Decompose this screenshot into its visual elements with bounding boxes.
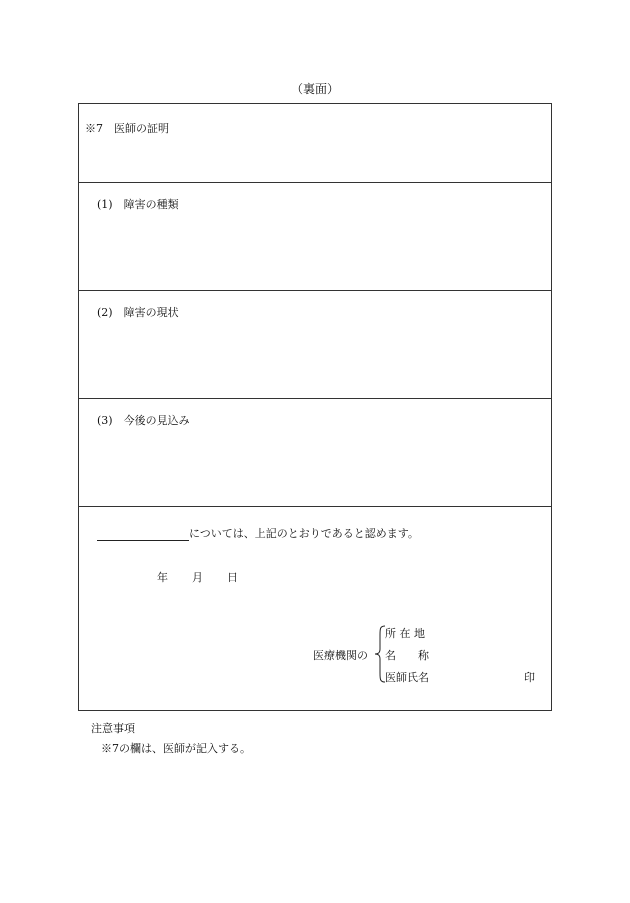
institution-name-label: 名 称: [385, 649, 429, 662]
section-disability-status-title: (2) 障害の現状: [97, 306, 179, 319]
certification-text: については、上記のとおりであると認めます。: [189, 527, 419, 540]
divider: [79, 398, 551, 399]
institution-address-label: 所 在 地: [385, 627, 425, 640]
divider: [79, 182, 551, 183]
section-7-title: ※7 医師の証明: [85, 122, 169, 135]
divider: [79, 290, 551, 291]
medical-institution-label: 医療機関の: [313, 649, 368, 662]
notes-title: 注意事項: [91, 722, 135, 735]
divider: [79, 506, 551, 507]
section-outlook-title: (3) 今後の見込み: [97, 414, 190, 427]
patient-name-blank[interactable]: [97, 528, 189, 541]
seal-mark: 印: [524, 671, 535, 684]
certificate-form: [78, 103, 552, 711]
date-month-label: 月: [192, 571, 203, 584]
doctor-name-label: 医師氏名: [385, 671, 429, 684]
date-day-label: 日: [227, 571, 238, 584]
date-year-label: 年: [157, 571, 168, 584]
section-disability-type-title: (1) 障害の種類: [97, 198, 179, 211]
note-item: ※7の欄は、医師が記入する。: [101, 742, 251, 755]
certification-statement: [97, 525, 419, 541]
page-heading: （裏面）: [290, 82, 339, 96]
